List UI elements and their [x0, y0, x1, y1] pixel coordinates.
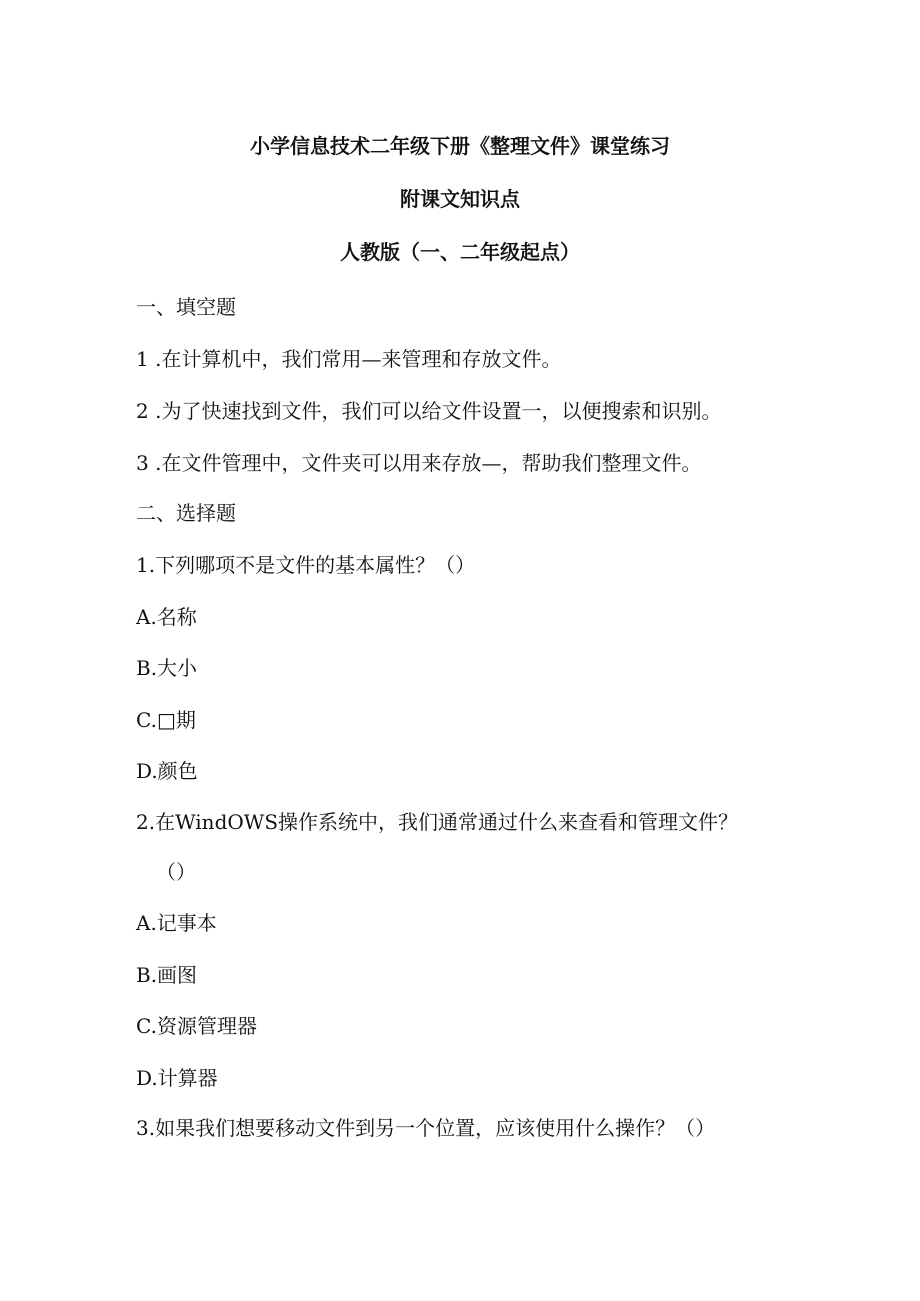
fill-blank-question-3: 3 .在文件管理中，文件夹可以用来存放—，帮助我们整理文件。	[136, 451, 702, 475]
choice-question-2: 2.在WindOWS操作系统中，我们通常通过什么来查看和管理文件？	[136, 810, 739, 834]
choice-q1-option-a: A.名称	[136, 605, 197, 629]
fill-blank-question-1: 1 .在计算机中，我们常用—来管理和存放文件。	[136, 347, 562, 371]
choice-question-2-paren: （）	[156, 860, 196, 884]
choice-q1-option-b: B.大小	[136, 656, 198, 680]
document-edition: 人教版（一、二年级起点）	[340, 240, 580, 264]
choice-q2-option-b: B.画图	[136, 963, 198, 987]
choice-q2-option-c: C.资源管理器	[136, 1014, 257, 1038]
choice-question-3: 3.如果我们想要移动文件到另一个位置，应该使用什么操作？（）	[136, 1116, 716, 1140]
fill-blank-question-2: 2 .为了快速找到文件，我们可以给文件设置一，以便搜索和识别。	[136, 399, 722, 423]
choice-q1-option-c: C.□期	[136, 708, 196, 732]
section-heading-fill-blank: 一、填空题	[136, 295, 236, 319]
choice-q1-option-d: D.颜色	[136, 759, 198, 783]
section-heading-multiple-choice: 二、选择题	[136, 501, 236, 525]
choice-question-1: 1.下列哪项不是文件的基本属性？（）	[136, 553, 476, 577]
document-title: 小学信息技术二年级下册《整理文件》课堂练习	[250, 134, 670, 158]
choice-q2-option-d: D.计算器	[136, 1066, 218, 1090]
choice-q2-option-a: A.记事本	[136, 911, 217, 935]
document-subtitle: 附课文知识点	[400, 187, 520, 211]
